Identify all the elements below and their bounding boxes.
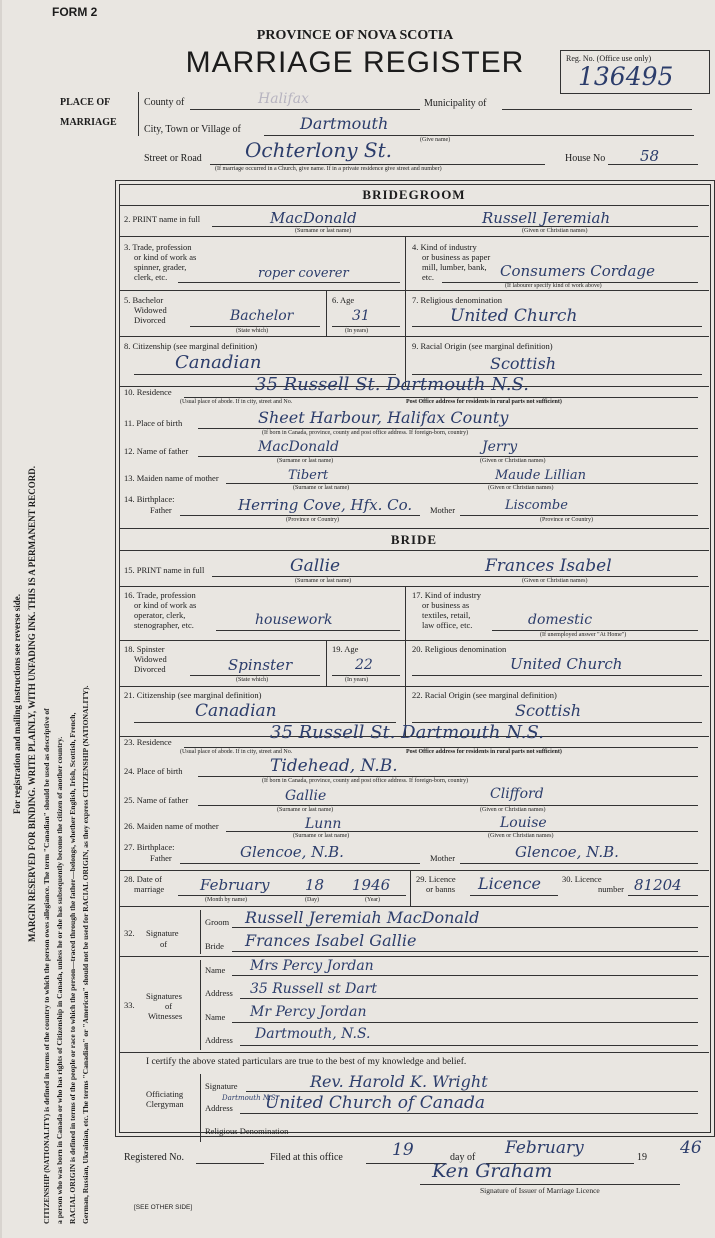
bride-industry: domestic [528, 612, 593, 628]
field-22: 22. Racial Origin (see marginal definition) [412, 690, 557, 700]
give-name-caption: (Give name) [420, 137, 451, 143]
bride-birth: Tidehead, N.B. [270, 756, 398, 776]
field-4-d: etc. [422, 272, 435, 282]
cap-surname: (Surname or last name) [295, 228, 352, 234]
witness-1-name-label: Name [205, 965, 226, 975]
cap-given-12: (Given or Christian names) [480, 458, 546, 464]
city-label: City, Town or Village of [144, 124, 241, 135]
filed-month: February [505, 1138, 584, 1158]
field-3-a: 3. Trade, profession [124, 242, 192, 252]
certify-text: I certify the above stated particulars are true to the best of my knowledge and belief. [146, 1057, 467, 1067]
form-number: FORM 2 [52, 5, 98, 19]
cap-given-13: (Given or Christian names) [488, 485, 554, 491]
witnesses-label-a: Signatures [146, 991, 182, 1001]
groom-religion: United Church [450, 306, 578, 326]
field-16-c: operator, clerk, [134, 610, 186, 620]
prov-cap-14a: (Province or Country) [286, 517, 339, 523]
field-14: 14. Birthplace: [124, 494, 175, 504]
field-27: 27. Birthplace: [124, 842, 175, 852]
field-17-d: law office, etc. [422, 620, 473, 630]
issuer-signature: Ken Graham [432, 1160, 553, 1182]
res-cap-a: (Usual place of abode. If in city, street and No. [180, 399, 293, 405]
groom-status: Bachelor [230, 308, 294, 324]
field-4-b: or business as paper [422, 252, 491, 262]
bride-heading: BRIDE [390, 532, 438, 547]
bride-age: 22 [355, 657, 373, 673]
groom-industry: Consumers Cordage [500, 262, 655, 280]
municipality-label: Municipality of [424, 98, 487, 109]
field-16-d: stenographer, etc. [134, 620, 194, 630]
groom-birth: Sheet Harbour, Halifax County [258, 408, 509, 427]
day-caption: (Day) [305, 897, 319, 903]
field-7: 7. Religious denomination [412, 295, 502, 305]
field-29-b: or banns [426, 884, 456, 894]
field-17-a: 17. Kind of industry [412, 590, 481, 600]
field-25: 25. Name of father [124, 795, 189, 805]
state-which: (State which) [236, 328, 269, 334]
witnesses-label-b: of [165, 1001, 173, 1011]
witnesses-label-c: Witnesses [148, 1011, 183, 1021]
groom-racial: Scottish [490, 354, 557, 373]
reg-no-value: 136495 [578, 62, 674, 91]
clergy-address: United Church of Canada [265, 1093, 485, 1113]
of-label-32: of [160, 939, 168, 949]
see-other-side: [SEE OTHER SIDE] [134, 1204, 193, 1211]
field-17-note: (If unemployed answer "At Home") [540, 632, 627, 638]
witness-1-address: 35 Russell st Dart [250, 981, 378, 997]
bride-citizenship: Canadian [195, 701, 277, 721]
field-3-c: spinner, grader, [134, 262, 187, 272]
bride-father-birthplace: Glencoe, N.B. [240, 843, 344, 861]
cap-surname-26: (Surname or last name) [293, 833, 350, 839]
groom-father-given: Jerry [482, 439, 518, 455]
field-32: 32. [124, 928, 135, 938]
cert-signature-label: Signature [205, 1081, 238, 1091]
religious-denomination-label: Religious Denomination [205, 1126, 289, 1136]
prov-cap-14b: (Province or Country) [540, 517, 593, 523]
res-cap-a-23: (Usual place of abode. If in city, street and No. [180, 749, 293, 755]
witness-2-address: Dartmouth, N.S. [255, 1026, 371, 1042]
margin-line-3: CITIZENSHIP (NATIONALITY) is defined in terms of the country to which the person owes allegiance. The term "Canadian" should be used as descriptive of [42, 708, 51, 1224]
field-4-note: (If labourer specify kind of work above) [505, 283, 602, 289]
margin-line-5: RACIAL ORIGIN is defined in terms of the people or race to which the person—traced through the father—belongs, whether English, Irish, Scottish, French, [68, 712, 77, 1224]
field-29-a: 29. Licence [416, 874, 456, 884]
clergy-signature: Rev. Harold K. Wright [310, 1072, 488, 1091]
marriage-year: 1946 [352, 876, 391, 894]
mother-label-27: Mother [430, 853, 456, 863]
filed-label: Filed at this office [270, 1152, 343, 1163]
field-16-a: 16. Trade, profession [124, 590, 196, 600]
field-19: 19. Age [332, 644, 359, 654]
house-value: 58 [640, 147, 660, 165]
bride-father-given: Clifford [490, 786, 544, 802]
margin-line-6: German, Russian, Ukrainian, etc. The terms "Canadian" or "American" should not be used for RACIAL ORIGIN, as they express CITIZENSHIP (NATIONALITY). [81, 685, 90, 1224]
field-26: 26. Maiden name of mother [124, 821, 219, 831]
groom-mother-birthplace: Liscombe [505, 498, 568, 513]
cert-address-note: Dartmouth N.S. [222, 1094, 278, 1102]
field-4-c: mill, lumber, bank, [422, 262, 487, 272]
field-33: 33. [124, 1000, 135, 1010]
field-30-a: 30. Licence [562, 874, 602, 884]
witness-1-address-label: Address [205, 988, 233, 998]
licence-number: 81204 [634, 876, 682, 894]
groom-trade: roper coverer [258, 266, 349, 281]
field-17-b: or business as [422, 600, 470, 610]
city-value: Dartmouth [300, 114, 389, 133]
field-10: 10. Residence [124, 387, 172, 397]
res-cap-b-23: Post Office address for residents in rural parts not sufficient) [406, 749, 562, 755]
field-4-a: 4. Kind of industry [412, 242, 477, 252]
cap-given: (Given or Christian names) [522, 228, 588, 234]
filed-day: 19 [392, 1140, 414, 1160]
field-12: 12. Name of father [124, 446, 189, 456]
year-caption: (Year) [365, 897, 381, 903]
witness-2-name-label: Name [205, 1012, 226, 1022]
field-6: 6. Age [332, 295, 355, 305]
groom-label-32: Groom [205, 917, 230, 927]
field-2-label: 2. PRINT name in full [124, 214, 201, 224]
registered-label: Registered No. [124, 1152, 184, 1163]
field-15-label: 15. PRINT name in full [124, 565, 205, 575]
bride-mother-birthplace: Glencoe, N.B. [515, 843, 619, 861]
birth-cap-24: (If born in Canada, province, county and post office address. If foreign-born, country) [262, 778, 469, 784]
cap-given-26: (Given or Christian names) [488, 833, 554, 839]
street-value: Ochterlony St. [245, 138, 392, 162]
bride-mother-surname: Lunn [305, 816, 342, 832]
birth-cap: (If born in Canada, province, county and post office address. If foreign-born, country) [262, 430, 469, 436]
bride-residence: 35 Russell St. Dartmouth N.S. [270, 722, 544, 743]
father-label-14: Father [150, 505, 172, 515]
reg-no-label: Reg. No. (Office use only) [566, 54, 652, 63]
witness-1-name: Mrs Percy Jordan [250, 958, 374, 974]
bride-surname: Gallie [290, 556, 341, 576]
state-which-18: (State which) [236, 677, 269, 683]
cap-surname-12: (Surname or last name) [277, 458, 334, 464]
groom-mother-surname: Tibert [288, 468, 329, 483]
field-11: 11. Place of birth [124, 418, 183, 428]
street-label: Street or Road [144, 153, 202, 164]
field-16-b: or kind of work as [134, 600, 197, 610]
res-cap-b: Post Office address for residents in rural parts not sufficient) [406, 399, 562, 405]
groom-father-birthplace: Herring Cove, Hfx. Co. [238, 496, 413, 514]
bride-mother-given: Louise [500, 815, 547, 831]
groom-residence: 35 Russell St. Dartmouth N.S. [255, 374, 529, 395]
groom-citizenship: Canadian [175, 352, 262, 373]
groom-surname: MacDonald [270, 209, 357, 227]
field-13: 13. Maiden name of mother [124, 473, 219, 483]
field-8: 8. Citizenship (see marginal definition) [124, 341, 258, 351]
bride-status: Spinster [228, 656, 293, 674]
field-5-a: 5. Bachelor [124, 295, 164, 305]
place-note: (If marriage occurred in a Church, give name. If in a private residence give street and number) [215, 166, 442, 172]
field-17-c: textiles, retail, [422, 610, 471, 620]
bride-trade: housework [255, 612, 333, 628]
filed-year: 46 [680, 1138, 702, 1158]
witness-2-address-label: Address [205, 1035, 233, 1045]
county-value: Halifax [258, 91, 309, 107]
witness-2-name: Mr Percy Jordan [250, 1004, 367, 1020]
marriage-label: MARRIAGE [60, 117, 117, 128]
field-18-a: 18. Spinster [124, 644, 165, 654]
field-5-b: Widowed [134, 305, 167, 315]
field-5-c: Divorced [134, 315, 166, 325]
field-30-b: number [598, 884, 624, 894]
field-3-d: clerk, etc. [134, 272, 168, 282]
groom-mother-given: Maude Lillian [495, 468, 586, 483]
mother-label-14: Mother [430, 505, 456, 515]
house-label: House No [565, 153, 606, 164]
field-28-a: 28. Date of [124, 874, 163, 884]
place-bracket [138, 92, 139, 136]
marriage-day: 18 [305, 876, 325, 894]
officiating-label: Officiating [146, 1089, 184, 1099]
in-years-19: (In years) [345, 677, 369, 683]
cap-surname-25: (Surname or last name) [277, 807, 334, 813]
groom-signature: Russell Jeremiah MacDonald [245, 908, 480, 927]
cert-address-label: Address [205, 1103, 233, 1113]
field-20: 20. Religious denomination [412, 644, 507, 654]
county-label: County of [144, 97, 185, 108]
field-18-c: Divorced [134, 664, 166, 674]
margin-line-2: MARGIN RESERVED FOR BINDING. WRITE PLAINLY, WITH UNFADING INK. THIS IS A PERMANENT RECORD. [27, 465, 37, 943]
bride-religion: United Church [510, 655, 623, 673]
margin-text [10, 184, 92, 1224]
signature-label-32: Signature [146, 928, 179, 938]
clergyman-label: Clergyman [146, 1099, 184, 1109]
form-title: MARRIAGE REGISTER [185, 46, 525, 79]
bride-father-surname: Gallie [285, 788, 327, 804]
issuer-caption: Signature of Issuer of Marriage Licence [480, 1186, 600, 1195]
day-of-label: day of [450, 1152, 476, 1163]
cap-given-25: (Given or Christian names) [480, 807, 546, 813]
licence-or-banns: Licence [478, 874, 541, 893]
field-28-b: marriage [134, 884, 165, 894]
cap-surname-13: (Surname or last name) [293, 485, 350, 491]
field-18-b: Widowed [134, 654, 167, 664]
bride-label-32: Bride [205, 941, 224, 951]
margin-line-4: a person who was born in Canada or who has rights of Citizenship in Canada, unless he or she has subsequently become the citizen of another country. [55, 736, 64, 1224]
cap-surname-15: (Surname or last name) [295, 578, 352, 584]
groom-age: 31 [352, 308, 370, 324]
father-label-27: Father [150, 853, 172, 863]
nineteen-label: 19 [637, 1152, 647, 1163]
province-heading: PROVINCE OF NOVA SCOTIA [256, 28, 454, 43]
marriage-month: February [200, 876, 270, 894]
margin-line-1: For registration and mailing instructions see reverse side. [12, 594, 22, 814]
bride-given: Frances Isabel [485, 556, 612, 576]
field-3-b: or kind of work as [134, 252, 197, 262]
in-years: (In years) [345, 328, 369, 334]
groom-given: Russell Jeremiah [482, 209, 611, 227]
month-caption: (Month by name) [205, 897, 247, 903]
cap-given-15: (Given or Christian names) [522, 578, 588, 584]
bride-signature: Frances Isabel Gallie [245, 931, 417, 950]
field-23: 23. Residence [124, 737, 172, 747]
groom-father-surname: MacDonald [258, 439, 339, 455]
field-21: 21. Citizenship (see marginal definition) [124, 690, 262, 700]
bride-racial: Scottish [515, 701, 582, 720]
field-24: 24. Place of birth [124, 766, 183, 776]
field-9: 9. Racial Origin (see marginal definition) [412, 341, 553, 351]
place-label: PLACE OF [60, 97, 111, 108]
groom-heading: BRIDEGROOM [362, 187, 466, 202]
